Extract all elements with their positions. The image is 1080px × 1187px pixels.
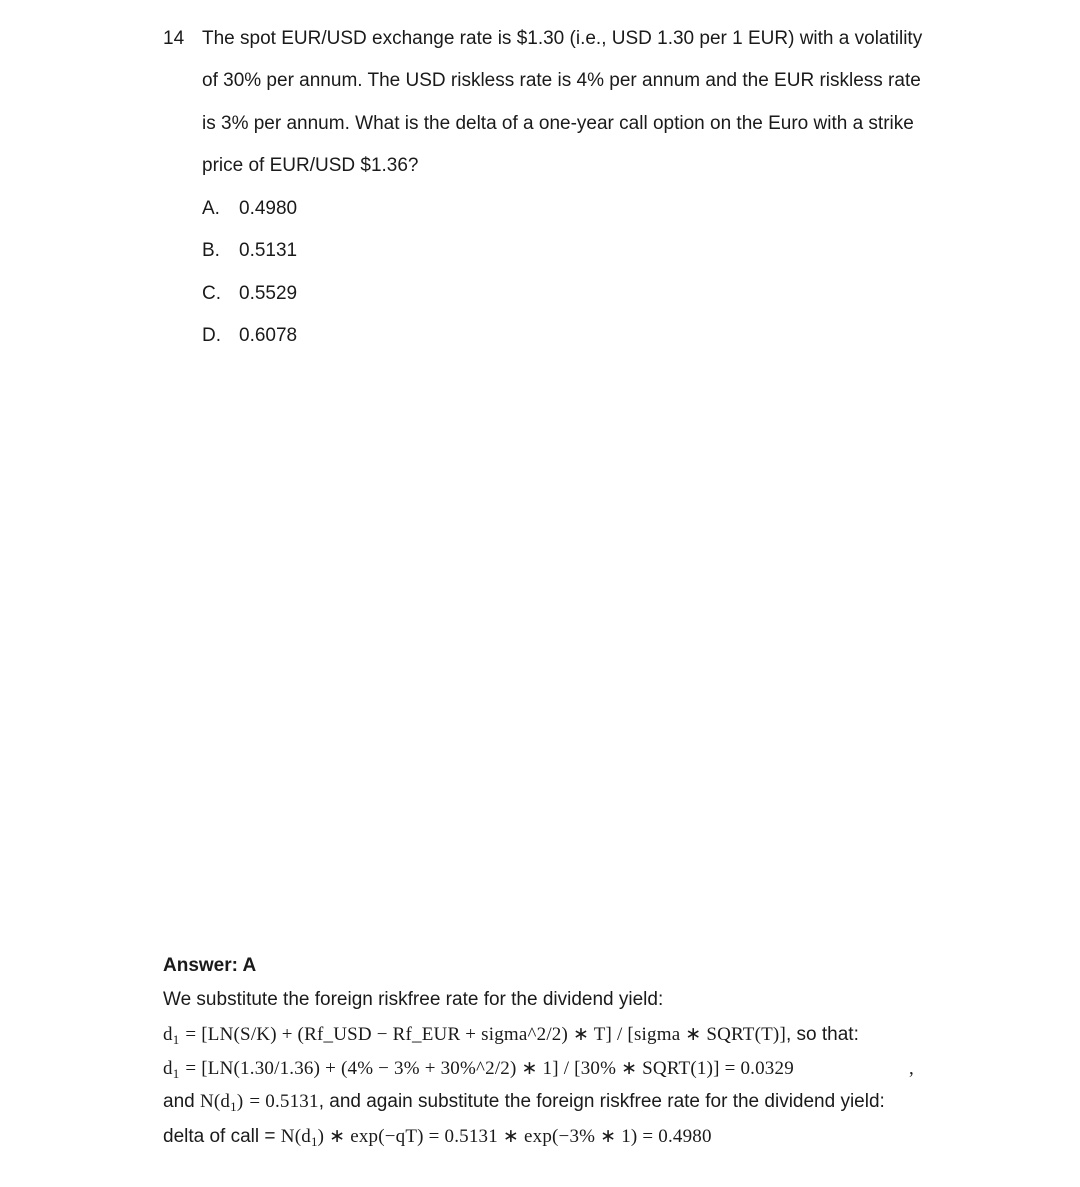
- question-number: 14: [163, 28, 185, 49]
- option-value: 0.6078: [239, 325, 298, 346]
- option-letter: B.: [202, 240, 220, 261]
- nd1-expression: $N(d_1)$: [199, 1091, 244, 1114]
- formula-numeric-line: [163, 1057, 794, 1080]
- nd1-line: [163, 1091, 885, 1113]
- option-value: 0.5529: [239, 283, 298, 304]
- answer-title: Answer: A: [163, 955, 257, 976]
- formula-general-suffix: , so that:: [785, 1024, 859, 1045]
- question-text-line-2: of 30% per annum. The USD riskless rate is 4% per annum and the EUR riskless rate: [202, 70, 921, 91]
- option-value: 0.5131: [239, 240, 298, 261]
- option-letter: A.: [202, 198, 220, 219]
- nd1-prefix: and: [163, 1091, 200, 1112]
- delta-prefix: delta of call =: [163, 1126, 281, 1147]
- d1-label: $d_1$: [163, 1058, 180, 1081]
- question-text-line-1: The spot EUR/USD exchange rate is $1.30 (i.e., USD 1.30 per 1 EUR) with a volatility: [202, 28, 923, 49]
- nd1-suffix: , and again substitute the foreign riskfree rate for the dividend yield:: [318, 1091, 885, 1112]
- formula-general: = [LN(S/K) + (Rf_USD − Rf_EUR + sigma^2/2) ∗ T] / [sigma ∗ SQRT(T)]: [185, 1024, 786, 1045]
- delta-line: [163, 1125, 712, 1148]
- answer-intro: We substitute the foreign riskfree rate for the dividend yield:: [163, 989, 664, 1010]
- nd1-value: = 0.5131: [249, 1091, 319, 1112]
- delta-expression: $N(d_1)$ ∗ exp(−qT) = 0.5131 ∗ exp(−3% ∗ 1) = 0.4980: [280, 1126, 712, 1149]
- question-text-line-3: is 3% per annum. What is the delta of a one-year call option on the Euro with a strike: [202, 113, 914, 134]
- formula-general-line: [163, 1023, 859, 1046]
- option-value: 0.4980: [239, 198, 298, 219]
- option-letter: D.: [202, 325, 221, 346]
- d1-label: $d_1$: [163, 1024, 180, 1047]
- formula-numeric: = [LN(1.30/1.36) + (4% − 3% + 30%^2/2) ∗ 1] / [30% ∗ SQRT(1)] = 0.0329: [185, 1058, 794, 1079]
- question-text-line-4: price of EUR/USD $1.36?: [202, 155, 419, 176]
- trailing-comma: ,: [909, 1058, 914, 1079]
- option-letter: C.: [202, 283, 221, 304]
